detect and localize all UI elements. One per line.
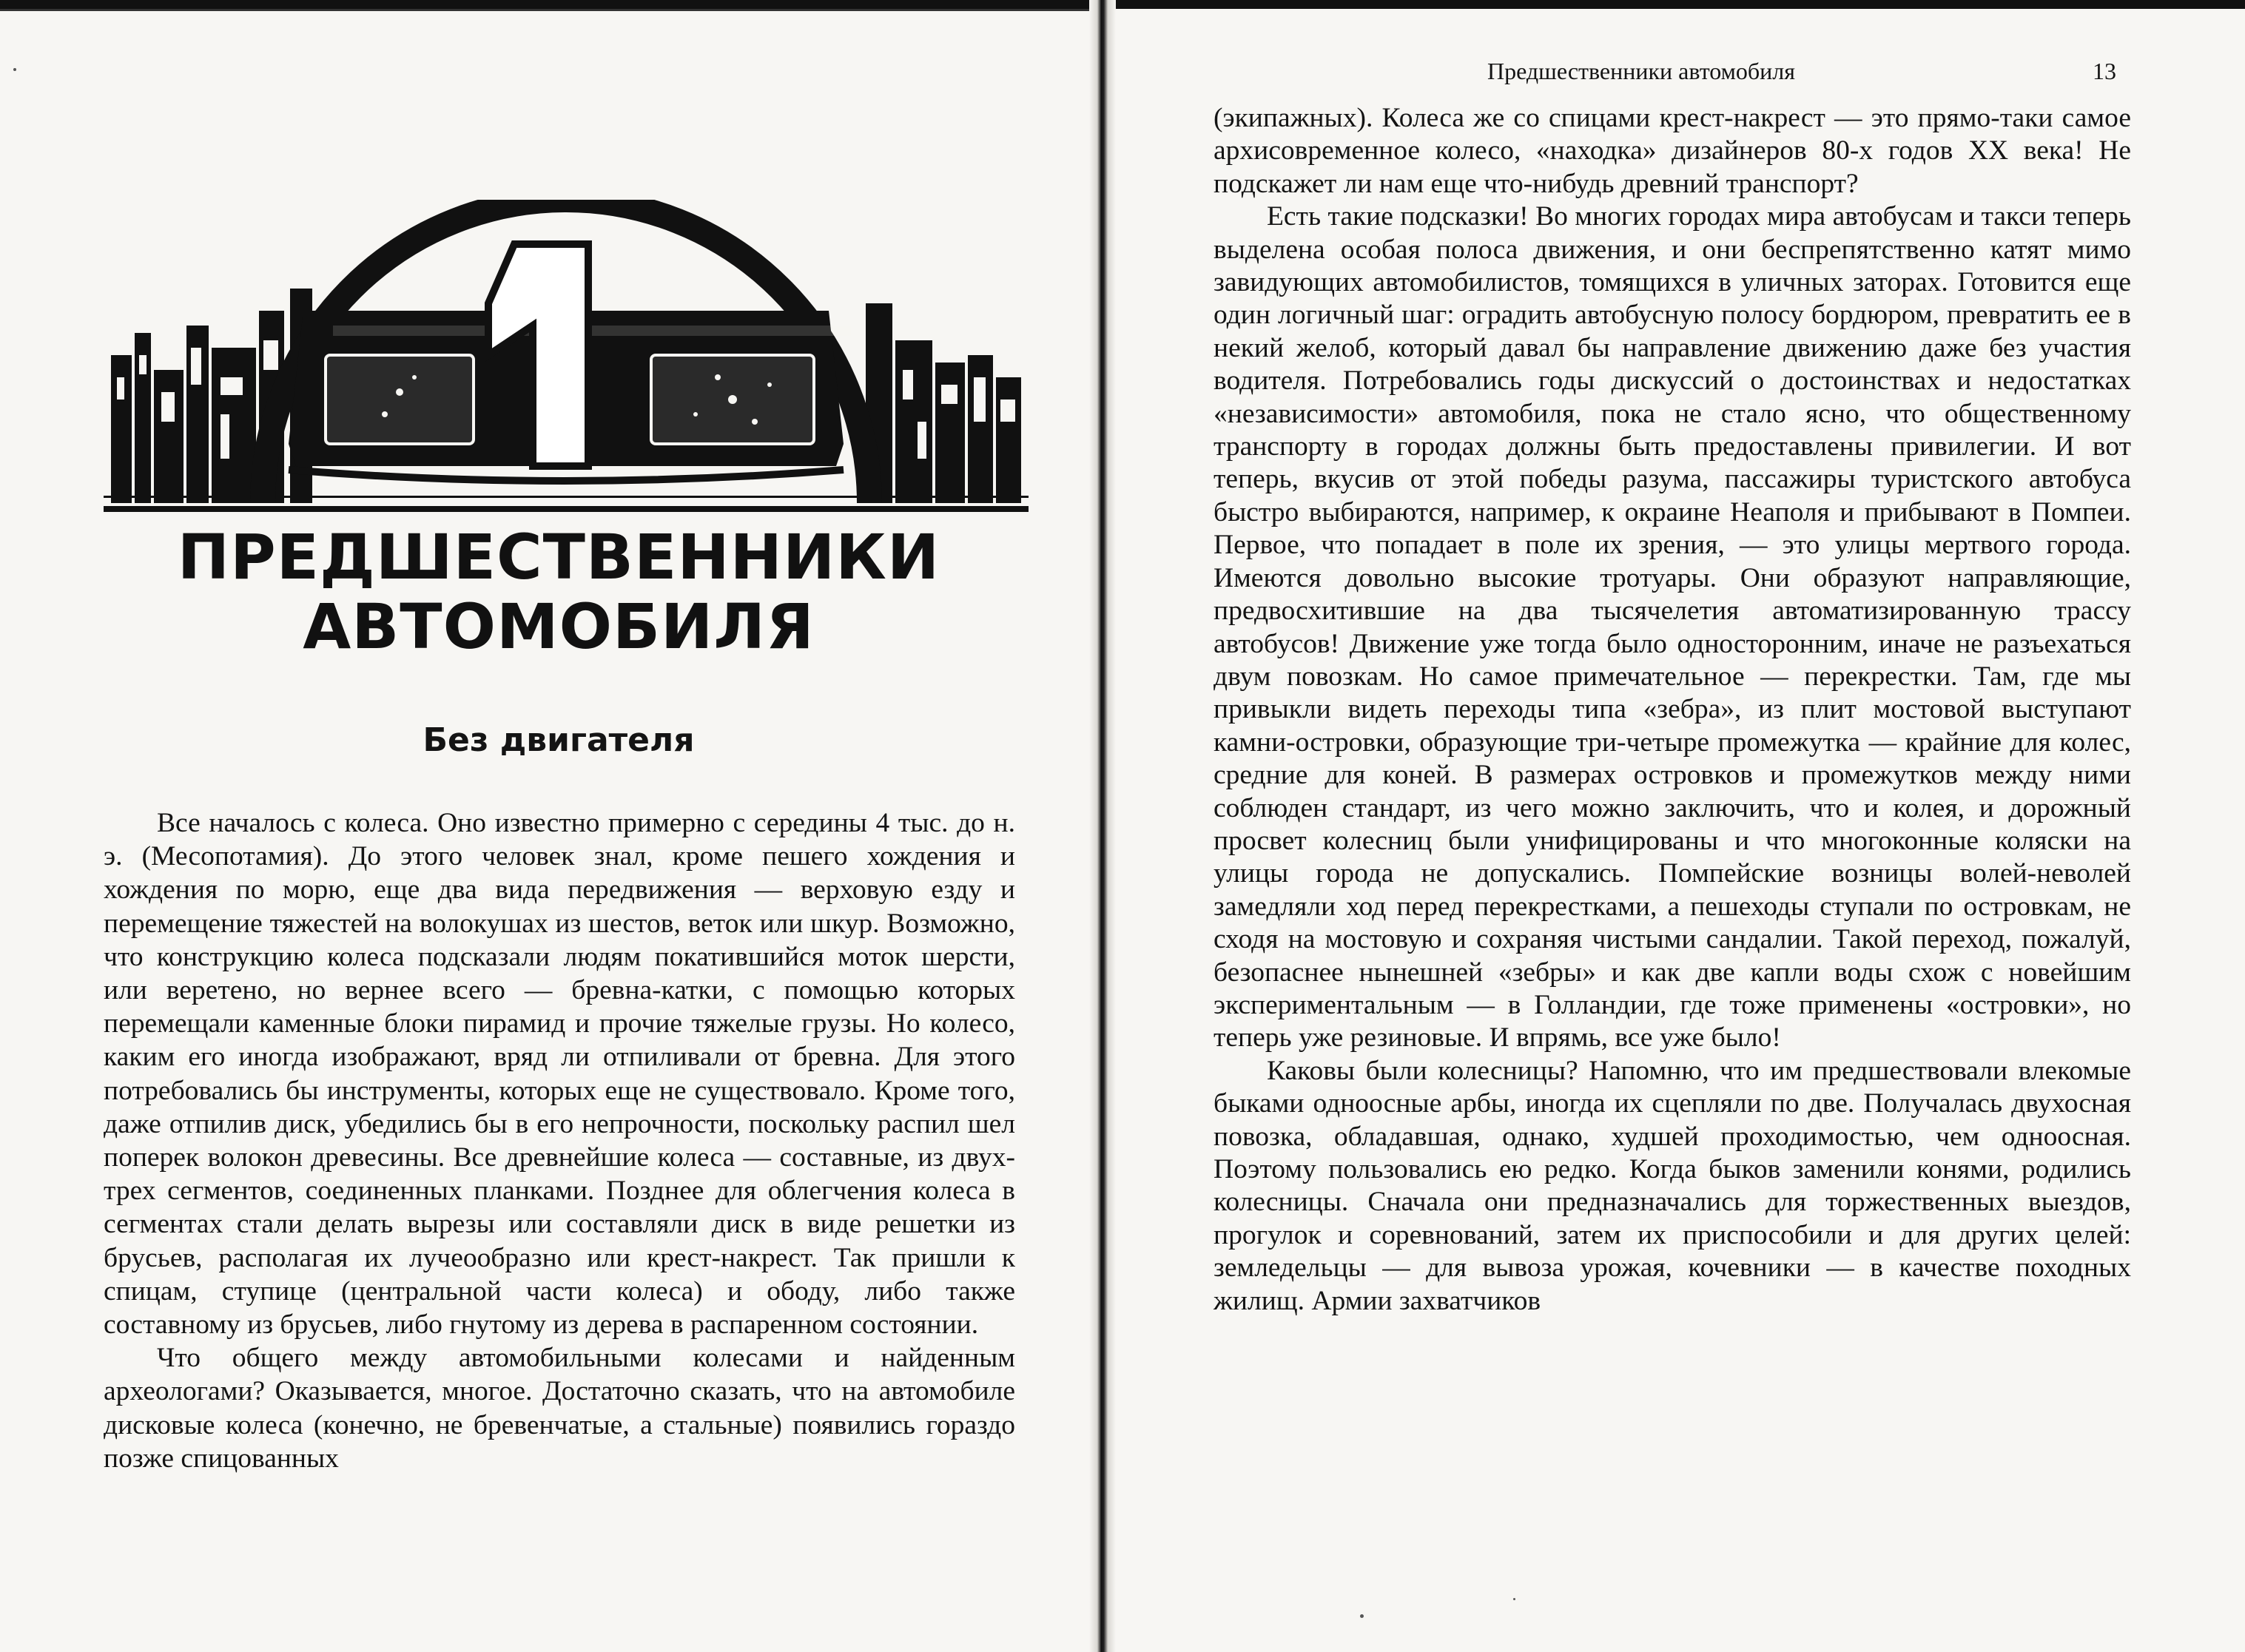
chapter-title [96, 522, 1021, 661]
scan-speck [13, 68, 16, 71]
chapter-illustration [104, 200, 1029, 525]
book-spine [1089, 0, 1116, 1652]
scan-speck [1513, 1598, 1515, 1600]
page-number: 13 [2093, 58, 2116, 84]
running-head [1199, 58, 2116, 90]
section-title: Без двигателя [423, 721, 695, 759]
paragraph: Есть такие подсказки! Во многих городах мира автобусам и такси теперь выделена особая полоса движения, и они беспрепятственно катят мимо завидующих автомобилистов, томящихся в уличных заторах. Готовится еще один логичный шаг: оградить автобусную полосу бордюром, превратить ее в некий желоб, который давал бы направление движению даже без участия водителя. Потребовались годы дискуссий о достоинствах и недостатках «независимости» автомобиля, пока не стало ясно, что общественному транспорту в городах должны быть предоставлены привилегии. И вот теперь, вкусив от этой победы разума, пассажиры туристского автобуса быстро выбираются, например, к окраине Неаполя и прибывают в Помпеи. Первое, что попадает в поле их зрения, — это улицы мертвого города. Имеются довольно высокие тротуары. Они образуют направляющие, предвосхитившие на два тысячелетия автоматизированную трассу автобусов! Движение уже тогда было односторонним, иначе не разъехаться двум повозкам. Но самое примечательное — перекрестки. Там, где мы привыкли видеть переходы типа «зебра», из плит мостовой выступают камни-островки, образующие три-четыре промежутка — крайние для колес, средние для коней. В размерах островков и промежутков между ними соблюден стандарт, из чего можно заключить, что и колея, и дорожный просвет колесниц были унифицированы и что многоконные коляски на улицы города не допускались. Помпейские возницы волей-неволей замедляли ход перед перекрестками, а пешеходы ступали по островкам, не сходя на мостовую и сохраняя чистыми сандалии. Такой переход, пожалуй, безопаснее нынешней «зебры» и как две капли воды схож с новейшим экспериментальным — в Голландии, где тоже применены «островки», но теперь уже резиновые. И впрямь, все уже было! [1214, 201, 2131, 1053]
paragraph: Все началось с колеса. Оно известно примерно с середины 4 тыс. до н. э. (Месопотамия). До этого человек знал, кроме пешего хождения и хождения по морю, еще два вида передвижения — верховую езду и перемещение тяжестей на волокушах из шестов, веток или шкур. Возможно, что конструкцию колеса подсказали людям покатившийся моток шерсти, или веретено, но вернее всего — бревна-катки, с помощью которых перемещали каменные блоки пирамид и прочие тяжелые грузы. Но колесо, каким его иногда изображают, вряд ли отпиливали от бревна. Для этого потребовались бы инструменты, которых еще не существовало. Кроме того, даже отпилив диск, убедились бы в его непрочности, поскольку распил шел поперек волокон древесины. Все древнейшие колеса — составные, из двух-трех сегментов, соединенных планками. Позднее для облегчения колеса в сегментах стали делать вырезы или составляли диск в виде решетки из брусьев, располагая их лучеообразно или крест-накрест. Так пришли к спицам, ступице (центральной части колеса) и ободу, либо также составному из брусьев, либо гнутому из дерева в распаренном состоянии. [104, 808, 1015, 1341]
running-head-title: Предшественники автомобиля [1487, 58, 1795, 84]
scan-speck [1360, 1614, 1364, 1618]
paragraph: Что общего между автомобильными колесами и найденным археологами? Оказывается, многое. Достаточно сказать, что на автомобиле дисковые колеса (конечно, не бревенчатые, а стальные) появились гораздо позже спицованных [104, 1343, 1015, 1474]
paragraph: Каковы были колесницы? Напомню, что им предшествовали влекомые быками одноосные арбы, иногда их сцепляли по две. Получалась двухосная повозка, обладавшая, однако, худшей проходимостью, чем одноосная. Поэтому пользовались ею редко. Когда быков заменили конями, родились колесницы. Сначала они предназначались для торжественных выездов, прогулок и соревнований, затем их приспособили и для других целей: земледельцы — для вывоза урожая, кочевники — в качестве походных жилищ. Армии захватчиков [1214, 1055, 2131, 1316]
chapter-title-line1: ПРЕДШЕСТВЕННИКИ [177, 521, 940, 593]
left-page [96, 0, 1088, 1652]
paragraph: (экипажных). Колеса же со спицами крест-накрест — это прямо-таки самое архисовременное колесо, «находка» дизайнеров 80-х годов XX века! Не подскажет ли нам еще что-нибудь древний транспорт? [1214, 103, 2131, 199]
left-body-text [104, 806, 1015, 1475]
right-body-text [1214, 102, 2131, 1318]
right-page [1199, 0, 2161, 1652]
chapter-title-line2: АВТОМОБИЛЯ [303, 590, 815, 663]
